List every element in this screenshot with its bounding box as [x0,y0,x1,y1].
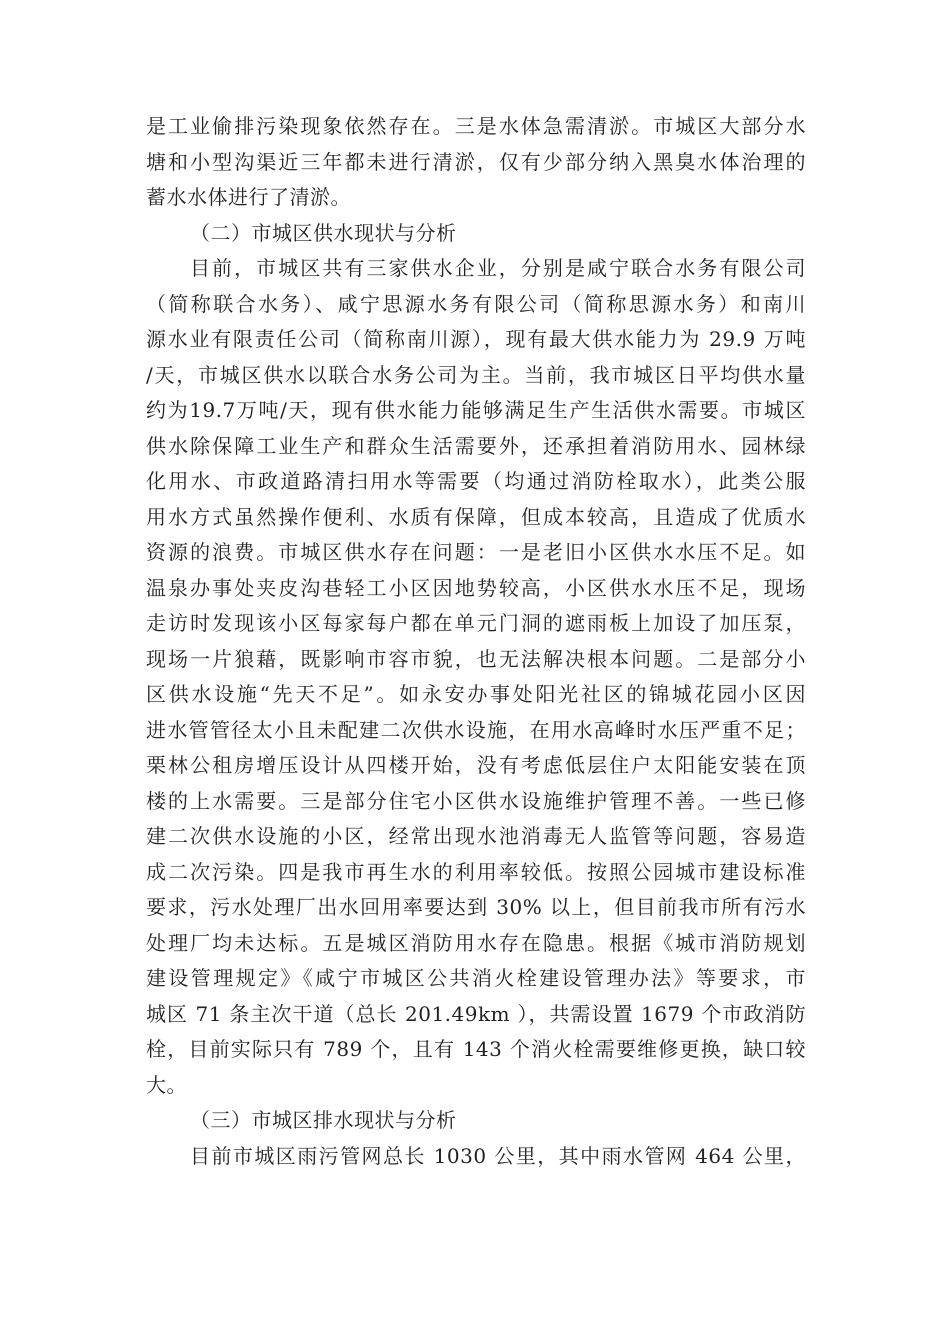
text-line: 现场一片狼藉，既影响市容市貌，也无法解决根本问题。二是部分小 [146,646,806,671]
text-line: 塘和小型沟渠近三年都未进行清淤，仅有少部分纳入黑臭水体治理的 [146,149,806,174]
text-line: 约为19.7万吨/天，现有供水能力能够满足生产生活供水需要。市城区 [146,398,806,422]
text-line: 楼的上水需要。三是部分住宅小区供水设施维护管理不善。一些已修 [146,788,806,813]
text-line: 城区 71 条主次干道（总长 201.49km ），共需设置 1679 个市政消防 [146,1001,806,1026]
text-line: 大。 [146,1072,187,1097]
text-line: 要求，污水处理厂出水回用率要达到 30% 以上，但目前我市所有污水 [146,895,806,919]
text-line: 处理厂均未达标。五是城区消防用水存在隐患。根据《城市消防规划 [146,930,806,955]
text-line: 进水管管径太小且未配建二次供水设施，在用水高峰时水压严重不足； [146,717,806,742]
text-line: 用水方式虽然操作便利、水质有保障，但成本较高，且造成了优质水 [146,504,806,529]
text-line: （简称联合水务）、咸宁思源水务有限公司（简称思源水务）和南川 [146,291,806,316]
text-line: 区供水设施“先天不足”。如永安办事处阳光社区的锦城花园小区因 [146,682,806,706]
text-line: 供水除保障工业生产和群众生活需要外，还承担着消防用水、园林绿 [146,433,806,458]
text-line: 栗林公租房增压设计从四楼开始，没有考虑低层住户太阳能安装在顶 [146,753,806,777]
text-line: 是工业偷排污染现象依然存在。三是水体急需清淤。市城区大部分水 [146,114,806,138]
text-line: 走访时发现该小区每家每户都在单元门洞的遮雨板上加设了加压泵， [146,611,806,635]
text-line: 温泉办事处夹皮沟巷轻工小区因地势较高，小区供水水压不足，现场 [146,575,806,600]
text-line: /天，市城区供水以联合水务公司为主。当前，我市城区日平均供水量 [146,362,806,387]
text-line: 建设管理规定》《咸宁市城区公共消火栓建设管理办法》等要求，市 [146,966,806,990]
body-text [146,109,806,1174]
section-heading: （二）市城区供水现状与分析 [190,220,457,245]
section-heading: （三）市城区排水现状与分析 [190,1108,457,1132]
paragraph-first-line: 目前市城区雨污管网总长 1030 公里，其中雨水管网 464 公里， [190,1143,806,1168]
text-line: 建二次供水设施的小区，经常出现水池消毒无人监管等问题，容易造 [146,824,806,848]
text-line: 源水业有限责任公司（简称南川源），现有最大供水能力为 29.9 万吨 [146,327,806,351]
text-line: 成二次污染。四是我市再生水的利用率较低。按照公园城市建设标准 [146,859,806,884]
text-line: 化用水、市政道路清扫用水等需要（均通过消防栓取水），此类公服 [146,469,806,493]
text-line: 栓，目前实际只有 789 个，且有 143 个消火栓需要维修更换，缺口较 [146,1037,806,1061]
paragraph-first-line: 目前，市城区共有三家供水企业，分别是咸宁联合水务有限公司 [190,256,806,280]
text-line: 资源的浪费。市城区供水存在问题：一是老旧小区供水水压不足。如 [146,540,806,564]
text-line: 蓄水水体进行了清淤。 [146,185,351,209]
